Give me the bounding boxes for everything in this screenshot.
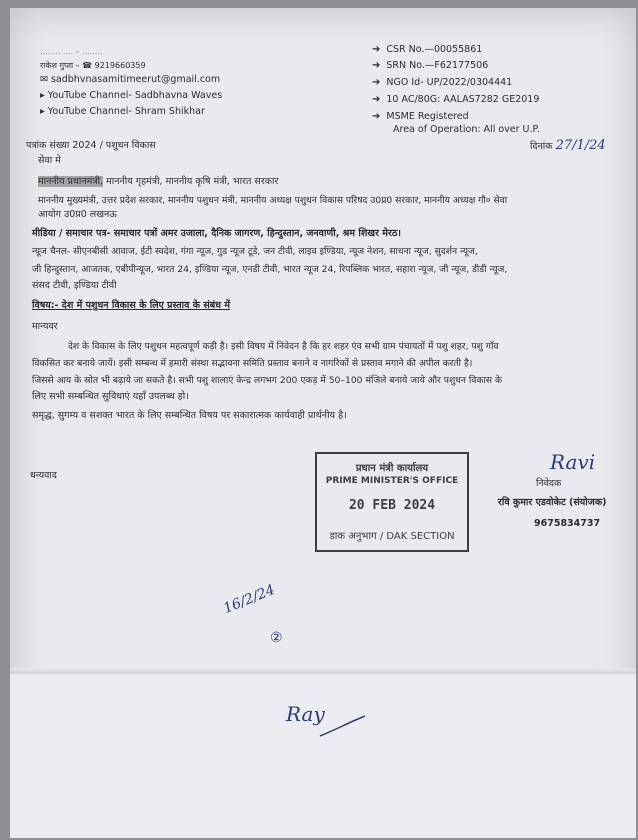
media-line-1: मीडिया / समाचार पत्र- समाचार पत्रों अमर उजाला, दैनिक जागरण, हिन्दुस्तान, जनवाणी, श्रम शिखर मेरठ। xyxy=(32,228,401,239)
letterhead-email-row xyxy=(40,74,220,86)
seva-me: सेवा मे xyxy=(38,155,61,166)
addressee-line-3: आयोग उ0प्र0 लखनऊ xyxy=(38,209,117,220)
arrow-icon: ➔ xyxy=(372,44,381,55)
ngo-row xyxy=(372,77,512,89)
letterhead-youtube-1 xyxy=(40,90,222,102)
thanks: धन्यवाद xyxy=(30,470,57,481)
body-line-1: देश के विकास के लिए पशुधन महत्वपूर्ण कड़ी है। इसी विषय में निवेदन है कि हर शहर एंव सभी ग्राम पंचायतों में पशु शहर, पशु गाँव xyxy=(68,341,499,352)
addressee-line-2: माननीय मुख्यमंत्री, उत्तर प्रदेश सरकार, माननीय पशुधन मंत्री, माननीय अध्यक्ष पशुधन विकास परिषद उ0प्र0 सरकार, माननीय अध्यक्ष गौ० सेवा xyxy=(38,195,508,206)
media-line-2: न्यूज चैनल- सीएनबीसी आवाज, ईटी स्वदेश, गंगा न्यूज, गुड न्यूज टूडे, जन टीवी, लाइव इण्डिया, न्यूज नेशन, साधना न्यूज, सुदर्शन न्यूज, xyxy=(32,246,478,257)
addressee-highlight: माननीय प्रधानमंत्री, xyxy=(38,176,104,187)
email-icon: ✉ xyxy=(40,74,48,85)
youtube-channel-1: YouTube Channel- Sadbhavna Waves xyxy=(47,90,223,101)
arrow-icon: ➔ xyxy=(372,94,381,105)
ac-number: 10 AC/80G: AALAS7282 GE2019 xyxy=(386,94,540,105)
letterhead-email: sadbhvnasamitimeerut@gmail.com xyxy=(50,74,221,85)
date-row xyxy=(530,140,606,153)
arrow-icon: ➔ xyxy=(372,77,381,88)
date-handwritten: 27/1/24 xyxy=(555,138,606,153)
ac-row xyxy=(372,94,539,106)
stamp-section: डाक अनुभाग / DAK SECTION xyxy=(329,531,455,542)
csr-row xyxy=(372,44,482,56)
arrow-icon: ➔ xyxy=(372,60,381,71)
letterhead-contact: राकेश गुप्ता – ☎ 9219660359 xyxy=(40,61,146,70)
salutation: मान्यवर xyxy=(32,321,58,332)
body-line-2: विकसित कर बनाये जायें। इसी सम्बन्ध में हमारी संस्था सद्भावना समिति प्रस्ताव बनाने व नागरिकों से प्रस्ताव मगाने की अपील करती है। xyxy=(32,358,473,369)
signer-phone: 9675834737 xyxy=(534,518,601,529)
youtube-icon: ▸ xyxy=(40,90,45,101)
pmo-receipt-stamp xyxy=(315,452,469,552)
handwritten-circle: ② xyxy=(270,630,283,646)
msme-text: MSME Registered xyxy=(386,111,469,122)
letterhead-line1: ........ .... – ........ xyxy=(40,47,103,56)
handwritten-note: 16/2/24 xyxy=(221,581,278,617)
stamp-date: 20 FEB 2024 xyxy=(348,498,436,513)
letterhead-youtube-2 xyxy=(40,106,205,118)
youtube-channel-2: YouTube Channel- Shram Shikhar xyxy=(47,106,205,117)
youtube-icon: ▸ xyxy=(40,106,45,117)
letter-sheet xyxy=(10,8,636,838)
ngo-id: NGO Id- UP/2022/0304441 xyxy=(386,77,513,88)
nivedak-label: निवेदक xyxy=(536,478,562,489)
stamp-hindi: प्रधान मंत्री कार्यालय xyxy=(355,463,429,474)
body-line-5: समृद्ध, सुगम्य व सशक्त भारत के लिए सम्बन्धित विषय पर सकारात्मक कार्यवाही प्रार्थनीय है। xyxy=(32,410,347,421)
signature: Ravi xyxy=(550,450,596,474)
msme-row xyxy=(372,111,469,123)
arrow-icon: ➔ xyxy=(372,111,381,122)
stamp-english: PRIME MINISTER'S OFFICE xyxy=(325,476,459,486)
media-line-3: जी हिन्दुस्तान, आजतक, एबीपीन्यूज, भारत 24, इण्डिया न्यूज, एनडी टीवी, भारत न्यूज 24, रिपब्लिक भारत, सहारा न्यूज, जी न्यूज, डीडी न्यूज, xyxy=(32,264,508,275)
body-line-4: लिए सभी सम्बन्धित सुविधाएं यहाँ उपलब्ध हो। xyxy=(32,391,189,402)
date-label: दिनांक xyxy=(530,141,553,152)
addressee-rest: माननीय गृहमंत्री, माननीय कृषि मंत्री, भारत सरकार xyxy=(103,176,279,187)
addressee-line-1 xyxy=(38,176,278,188)
area-of-operation: Area of Operation: All over U.P. xyxy=(393,124,540,135)
initials-stroke xyxy=(310,710,370,740)
subject-line: विषय:- देश में पशुधन विकास के लिए प्रस्ताव के संबंध में xyxy=(32,300,231,311)
lower-sheet xyxy=(10,674,636,838)
body-line-3: जिससे आय के स्रोत भी बढ़ाये जा सकते है। सभी पशु शालाएं केन्द्र लगभग 200 एकड़ में 50–100 मंजिले बनाये जाये और पशुधन विकास के xyxy=(32,375,503,386)
signer-name: रवि कुमार एडवोकेट (संयोजक) xyxy=(498,497,607,508)
reference-number: पत्रांक संख्या 2024 / पशुधन विकास xyxy=(26,140,156,151)
csr-number: CSR No.—00055861 xyxy=(386,44,483,55)
media-line-4: संसद टीवी, इण्डिया टीवी xyxy=(32,280,117,291)
srn-row xyxy=(372,60,488,72)
srn-number: SRN No.—F62177506 xyxy=(386,60,489,71)
handwritten-initials: Ray xyxy=(286,702,325,726)
